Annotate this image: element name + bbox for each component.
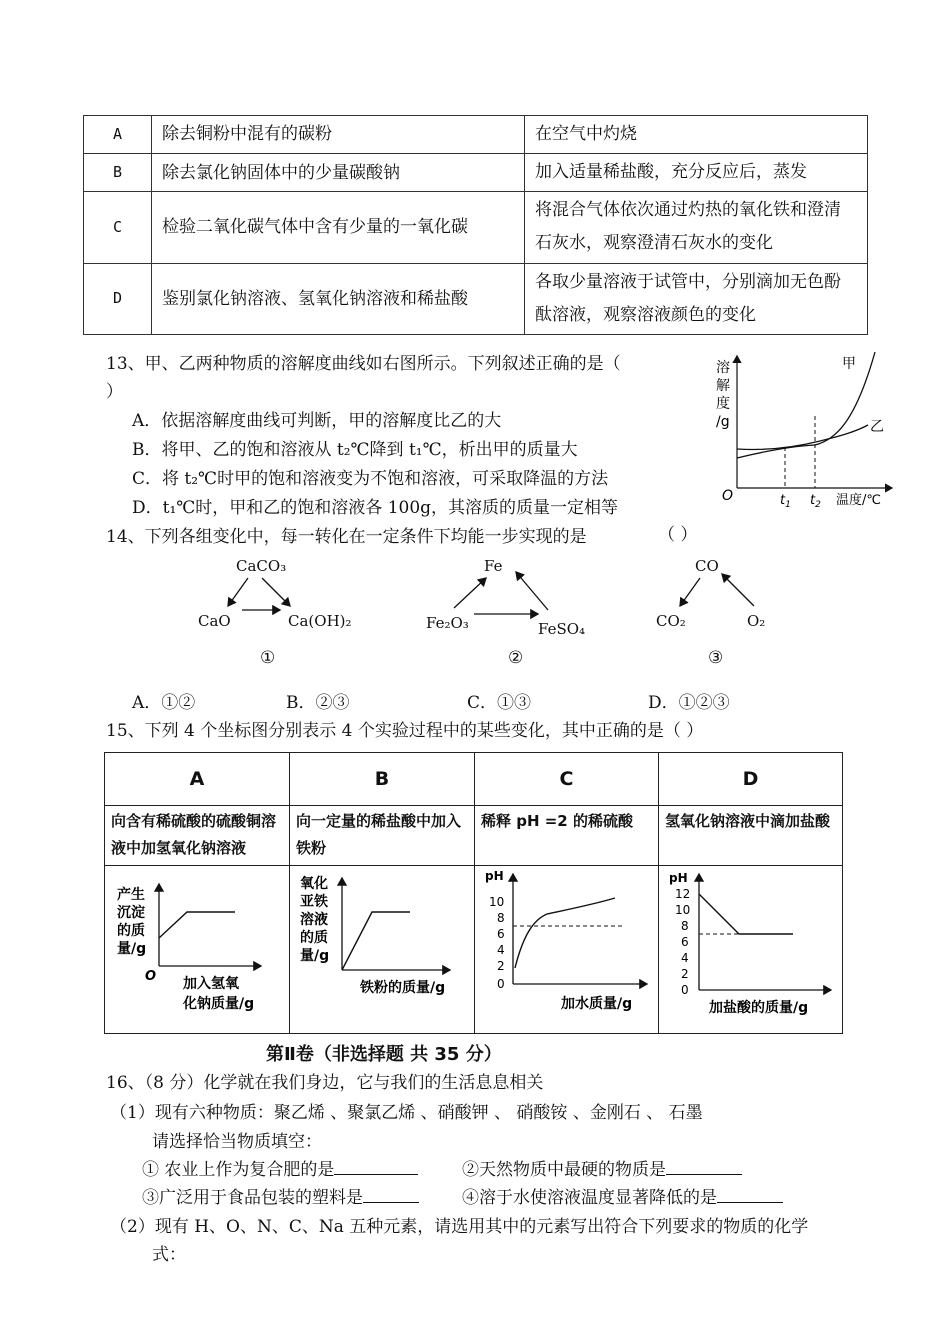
graph-a-ylabel: 量/g xyxy=(117,941,147,957)
q13-stem-close: ） xyxy=(106,382,123,402)
graph-d-xlabel: 加盐酸的质量/g xyxy=(709,1000,809,1016)
graph-a-line xyxy=(159,912,235,938)
graph-b-ylabel: 的质 xyxy=(300,930,328,946)
xlabel: 温度/℃ xyxy=(836,493,881,508)
graph-c xyxy=(475,866,658,1028)
q15-stem: 15、下列 4 个坐标图分别表示 4 个实验过程中的某些变化，其中正确的是（ ） xyxy=(106,721,704,741)
ylabel-1: 溶 xyxy=(716,360,730,376)
graph-a-origin: O xyxy=(145,969,157,984)
ylabel-4: /g xyxy=(716,414,730,430)
blank-4-label: ④溶于水使溶液温度显著降低的是 xyxy=(462,1188,717,1208)
q13-stem: 13、甲、乙两种物质的溶解度曲线如右图所示。下列叙述正确的是（ xyxy=(106,354,621,374)
graph-d-ylabel: pH xyxy=(669,871,688,885)
col-c-head: C xyxy=(475,753,659,806)
group3-left: CO₂ xyxy=(656,612,686,630)
graph-d xyxy=(659,866,842,1028)
ylabel-3: 度 xyxy=(716,396,730,412)
q13-option-a: A．依据溶解度曲线可判断，甲的溶解度比乙的大 xyxy=(132,411,502,431)
graph-d-line xyxy=(699,894,793,934)
row-label: D xyxy=(84,263,152,334)
curve-jia-label: 甲 xyxy=(842,356,856,372)
graph-a-ylabel: 的质 xyxy=(117,923,145,939)
graph-c-xlabel: 加水质量/g xyxy=(561,996,633,1012)
graph-b-xlabel: 铁粉的质量/g xyxy=(360,980,446,996)
q14-group-3 xyxy=(650,552,800,672)
group3-top: CO xyxy=(695,557,719,575)
q15-table xyxy=(104,752,843,1034)
q16-blank-4 xyxy=(462,1183,783,1208)
col-b-desc: 向一定量的稀盐酸中加入铁粉 xyxy=(290,806,475,866)
q14-group-2 xyxy=(420,552,620,672)
col-a-desc: 向含有稀硫酸的硫酸铜溶液中加氢氧化钠溶液 xyxy=(105,806,290,866)
graph-d-ytick: 4 xyxy=(681,951,689,965)
q16-sub1-line1: （1）现有六种物质：聚乙烯 、聚氯乙烯 、硝酸钾 、 硝酸铵 、金刚石 、 石墨 xyxy=(110,1103,703,1123)
graph-d-ytick: 6 xyxy=(681,935,689,949)
q16-sub2-line1: （2）现有 H、O、N、C、Na 五种元素，请选用其中的元素写出符合下列要求的物质的化学 xyxy=(110,1217,809,1237)
blank-1-line[interactable] xyxy=(334,1158,418,1175)
graph-d-ytick: 8 xyxy=(681,919,689,933)
group1-top: CaCO₃ xyxy=(236,557,287,575)
graph-d-ytick: 0 xyxy=(681,983,689,997)
q16-blank-1 xyxy=(142,1155,418,1180)
graph-b-line xyxy=(342,912,410,970)
col-b-graph xyxy=(290,866,475,1034)
blank-3-line[interactable] xyxy=(363,1186,419,1203)
row-method: 加入适量稀盐酸，充分反应后，蒸发 xyxy=(525,154,868,192)
row-method: 将混合气体依次通过灼热的氧化铁和澄清石灰水，观察澄清石灰水的变化 xyxy=(525,192,868,263)
col-d-desc: 氢氧化钠溶液中滴加盐酸 xyxy=(659,806,843,866)
graph-d-ytick: 12 xyxy=(675,887,691,901)
row-purpose: 鉴别氯化钠溶液、氢氧化钠溶液和稀盐酸 xyxy=(152,263,525,334)
group2-left: Fe₂O₃ xyxy=(426,614,469,632)
group1-number: ① xyxy=(260,648,276,668)
origin-label: O xyxy=(722,488,734,504)
q14-option-c: C．①③ xyxy=(467,693,532,713)
q16-sub2-line2: 式： xyxy=(152,1245,186,1265)
graph-a-xlabel: 加入氢氧 xyxy=(183,976,239,992)
row-label: A xyxy=(84,116,152,154)
col-c-desc: 稀释 pH =2 的稀硫酸 xyxy=(475,806,659,866)
row-label: C xyxy=(84,192,152,263)
ylabel-2: 解 xyxy=(716,378,730,394)
group3-right: O₂ xyxy=(747,612,766,630)
row-method: 各取少量溶液于试管中，分别滴加无色酚酞溶液，观察溶液颜色的变化 xyxy=(525,263,868,334)
blank-2-line[interactable] xyxy=(666,1158,742,1175)
q16-sub1-line2: 请选择恰当物质填空： xyxy=(152,1132,322,1152)
col-d-head: D xyxy=(659,753,843,806)
blank-4-line[interactable] xyxy=(717,1186,783,1203)
blank-2-label: ②天然物质中最硬的物质是 xyxy=(462,1160,666,1180)
col-b-head: B xyxy=(290,753,475,806)
graph-a-xlabel: 化钠质量/g xyxy=(183,996,255,1012)
row-method: 在空气中灼烧 xyxy=(525,116,868,154)
graph-a-ylabel: 沉淀 xyxy=(117,905,145,921)
graph-b xyxy=(290,866,474,1028)
group1-left: CaO xyxy=(198,612,231,630)
q16-blank-3 xyxy=(142,1183,419,1208)
q14-option-a: A．①② xyxy=(132,693,196,713)
q16-blank-2 xyxy=(462,1155,742,1180)
group2-right: FeSO₄ xyxy=(538,620,586,638)
blank-1-label: ① 农业上作为复合肥的是 xyxy=(142,1160,335,1180)
q14-option-b: B．②③ xyxy=(286,693,350,713)
curve-yi-label: 乙 xyxy=(870,419,884,435)
graph-b-ylabel: 亚铁 xyxy=(300,894,328,910)
group2-number: ② xyxy=(508,648,524,668)
graph-c-ytick: 10 xyxy=(489,895,505,909)
col-c-graph xyxy=(475,866,659,1034)
graph-c-curve xyxy=(515,898,615,968)
solubility-graph xyxy=(700,348,900,513)
group1-arrows xyxy=(190,552,390,632)
q14-paren: （ ） xyxy=(658,525,698,545)
graph-c-ytick: 6 xyxy=(497,927,505,941)
graph-b-ylabel: 氧化 xyxy=(300,876,328,892)
graph-b-ylabel: 量/g xyxy=(300,948,330,964)
graph-c-ytick: 0 xyxy=(497,977,505,991)
graph-c-ylabel: pH xyxy=(485,869,504,883)
graph-d-ytick: 2 xyxy=(681,967,689,981)
row-label: B xyxy=(84,154,152,192)
q12-table xyxy=(83,115,868,335)
group1-right: Ca(OH)₂ xyxy=(288,612,352,630)
part2-title: 第Ⅱ卷（非选择题 共 35 分） xyxy=(266,1044,502,1065)
graph-b-ylabel: 溶液 xyxy=(300,912,328,928)
col-a-head: A xyxy=(105,753,290,806)
graph-c-ytick: 8 xyxy=(497,911,505,925)
row-purpose: 除去铜粉中混有的碳粉 xyxy=(152,116,525,154)
graph-d-ytick: 10 xyxy=(675,903,691,917)
q13-option-c: C．将 t₂℃时甲的饱和溶液变为不饱和溶液，可采取降温的方法 xyxy=(132,469,609,489)
blank-3-label: ③广泛用于食品包装的塑料是 xyxy=(142,1188,363,1208)
graph-a xyxy=(105,866,289,1028)
q14-stem: 14、下列各组变化中，每一转化在一定条件下均能一步实现的是 xyxy=(106,527,587,547)
group2-top: Fe xyxy=(484,557,503,575)
row-purpose: 除去氯化钠固体中的少量碳酸钠 xyxy=(152,154,525,192)
q14-option-d: D．①②③ xyxy=(648,693,730,713)
col-a-graph xyxy=(105,866,290,1034)
col-d-graph xyxy=(659,866,843,1034)
q14-group-1 xyxy=(190,552,390,672)
group2-arrows xyxy=(420,552,620,632)
t2-label: $t_2$ xyxy=(810,493,821,510)
graph-c-ytick: 2 xyxy=(497,959,505,973)
q13-option-b: B．将甲、乙的饱和溶液从 t₂℃降到 t₁℃，析出甲的质量大 xyxy=(132,440,578,460)
graph-c-ytick: 4 xyxy=(497,943,505,957)
q16-stem: 16、（8 分）化学就在我们身边，它与我们的生活息息相关 xyxy=(106,1073,544,1093)
group3-number: ③ xyxy=(708,648,724,668)
graph-a-ylabel: 产生 xyxy=(117,887,145,903)
group3-arrows xyxy=(650,552,800,632)
row-purpose: 检验二氧化碳气体中含有少量的一氧化碳 xyxy=(152,192,525,263)
q13-option-d: D．t₁℃时，甲和乙的饱和溶液各 100g，其溶质的质量一定相等 xyxy=(132,498,619,518)
t1-label: $t_1$ xyxy=(780,493,791,510)
